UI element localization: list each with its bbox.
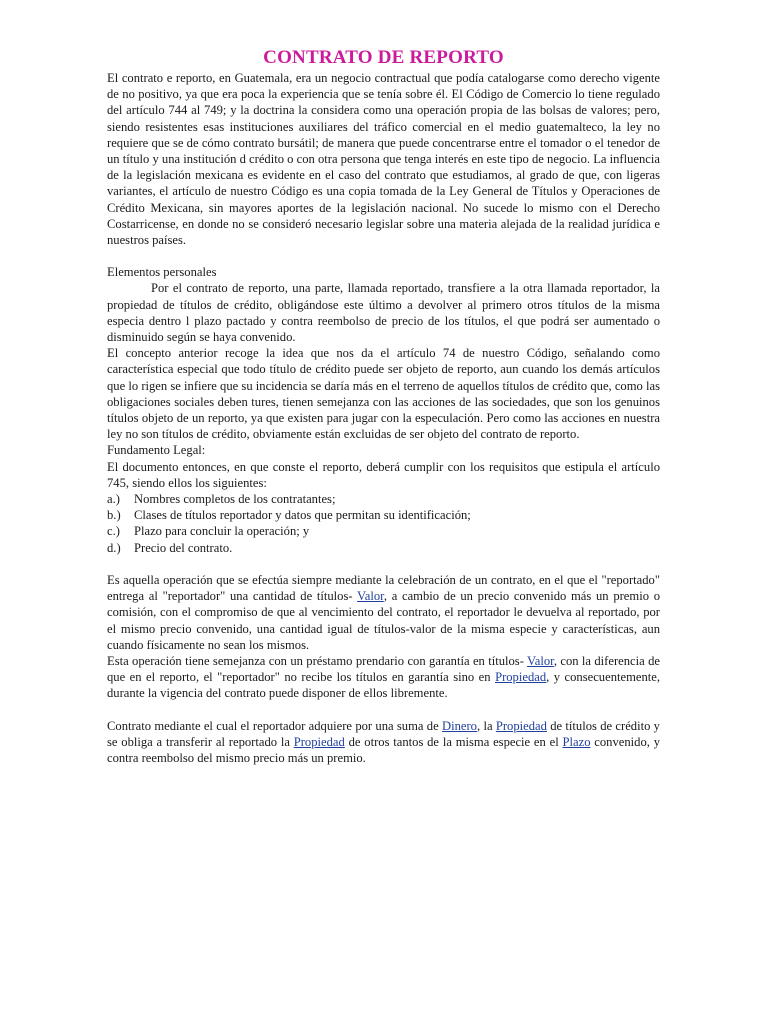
requirement-item-d: [107, 540, 660, 556]
list-marker: c.): [107, 524, 120, 539]
page-title: CONTRATO DE REPORTO: [263, 47, 504, 68]
valor-link[interactable]: Valor: [527, 653, 554, 668]
paragraph-text: convenido, y contra reembolso del mismo precio más un premio.: [107, 734, 660, 765]
paragraph-text: , la: [476, 718, 496, 733]
paragraph-gap: [107, 702, 660, 718]
fundamento-heading: Fundamento Legal:: [107, 443, 206, 458]
definition-paragraph: [107, 718, 660, 767]
operation-paragraph-1: [107, 572, 660, 653]
list-item-text: Nombres completos de los contratantes;: [134, 492, 336, 507]
fundamento-paragraph: El documento entonces, en que conste el reporto, deberá cumplir con los requisitos que estipula el artículo 745, siendo ellos los siguientes:: [107, 459, 660, 490]
list-marker: a.): [107, 492, 120, 507]
list-item-text: Plazo para concluir la operación; y: [134, 524, 310, 539]
paragraph-text: Esta operación tiene semejanza con un préstamo prendario con garantía en títulos-: [107, 653, 528, 668]
paragraph-text: , a cambio de un precio convenido más un premio o comisión, con el compromiso de que al vencimiento del contrato, el reportador le devuelva al reportado, por el mismo precio convenido, una cantidad igual de títulos-valor de la misma especie y características, aun cuando físicamente no sean los mismos.: [107, 589, 660, 652]
requirement-item-c: [107, 523, 660, 539]
paragraph-gap: [107, 248, 660, 264]
elementos-heading: Elementos personales: [107, 265, 217, 280]
operation-paragraph-2: [107, 653, 660, 702]
intro-paragraph: El contrato e reporto, en Guatemala, era un negocio contractual que podía catalogarse como derecho vigente de no positivo, ya que era poca la experiencia que se tenía sobre él. El Código de Comercio lo tiene regulado del artículo 744 al 749; y la doctrina la considera como una operación propia de las bolsas de valores; pero, siendo resistentes esas instituciones auxiliares del tráfico comercial en el medio guatemalteco, la ley no requiere que se de cómo contrato bursátil; de manera que puede concentrarse entre el tomador o el tenedor de un título y una institución d crédito o con otra persona que tenga interés en este tipo de negocio. La influencia de la legislación mexicana es evidente en el caso del contrato que estudiamos, al grado de que, con ligeras variantes, el artículo de nuestro Código es una copia tomada de la Ley General de Títulos y Operaciones de Crédito Mexicana, sin mayores aportes de la legislación nacional. No sucede lo mismo con el Derecho Costarricense, en donde no se consideró necesario legislar sobre una materia alejada de la realidad jurídica e nuestros países.: [107, 71, 660, 248]
list-item-text: Clases de títulos reportador y datos que permitan su identificación;: [134, 508, 471, 523]
propiedad-link[interactable]: Propiedad: [293, 734, 345, 749]
list-marker: b.): [107, 508, 121, 523]
list-marker: d.): [107, 540, 121, 555]
elementos-paragraph-1: Por el contrato de reporto, una parte, llamada reportado, transfiere a la otra llamada reportador, la propiedad de títulos de crédito, obligándose este último a devolver al primero otros títulos de la misma especia dentro l plazo pactado y contra reembolso de precio de los títulos, el que podrá ser aumentado o disminuido según se haya convenido.: [107, 281, 660, 345]
dinero-link[interactable]: Dinero: [442, 718, 477, 733]
valor-link[interactable]: Valor: [357, 589, 384, 604]
requirement-item-a: [107, 491, 660, 507]
paragraph-text: , con la diferencia de que en el reporto, el "reportador" no recibe los títulos en garantía sino en: [107, 653, 660, 685]
paragraph-gap: [107, 556, 660, 572]
paragraph-text: de otros tantos de la misma especie en el: [344, 734, 563, 749]
paragraph-text: Contrato mediante el cual el reportador adquiere por una suma de: [107, 718, 442, 733]
paragraph-text: de títulos de crédito y se obliga a transferir al reportado la: [107, 718, 660, 749]
propiedad-link[interactable]: Propiedad: [495, 718, 547, 733]
paragraph-text: , y consecuentemente, durante la vigencia del contrato puede disponer de ellos libremente.: [107, 670, 660, 701]
propiedad-link[interactable]: Propiedad: [495, 670, 547, 685]
list-item-text: Precio del contrato.: [134, 540, 233, 555]
paragraph-text: Es aquella operación que se efectúa siempre mediante la celebración de un contrato, en el que el "reportado" entrega al "reportador" una cantidad de títulos-: [107, 572, 660, 604]
plazo-link[interactable]: Plazo: [562, 734, 591, 749]
requirement-item-b: [107, 507, 660, 523]
document-page: [107, 46, 660, 766]
elementos-paragraph-2: El concepto anterior recoge la idea que nos da el artículo 74 de nuestro Código, señalando como característica especial que todo título de crédito puede ser objeto de reporto, aun cuando los demás artículos que lo rigen se infiere que su incidencia se daría más en el terreno de aquellos títulos de crédito que, como las obligaciones sociales deben tures, tienen semejanza con las acciones de las sociedades, que son los genuinos títulos objeto de un reporto, ya que existen para jugar con la especulación. Pero como las acciones en nuestra ley no son títulos de crédito, obviamente están excluidas de ser objeto del contrato de reporto.: [107, 346, 660, 442]
